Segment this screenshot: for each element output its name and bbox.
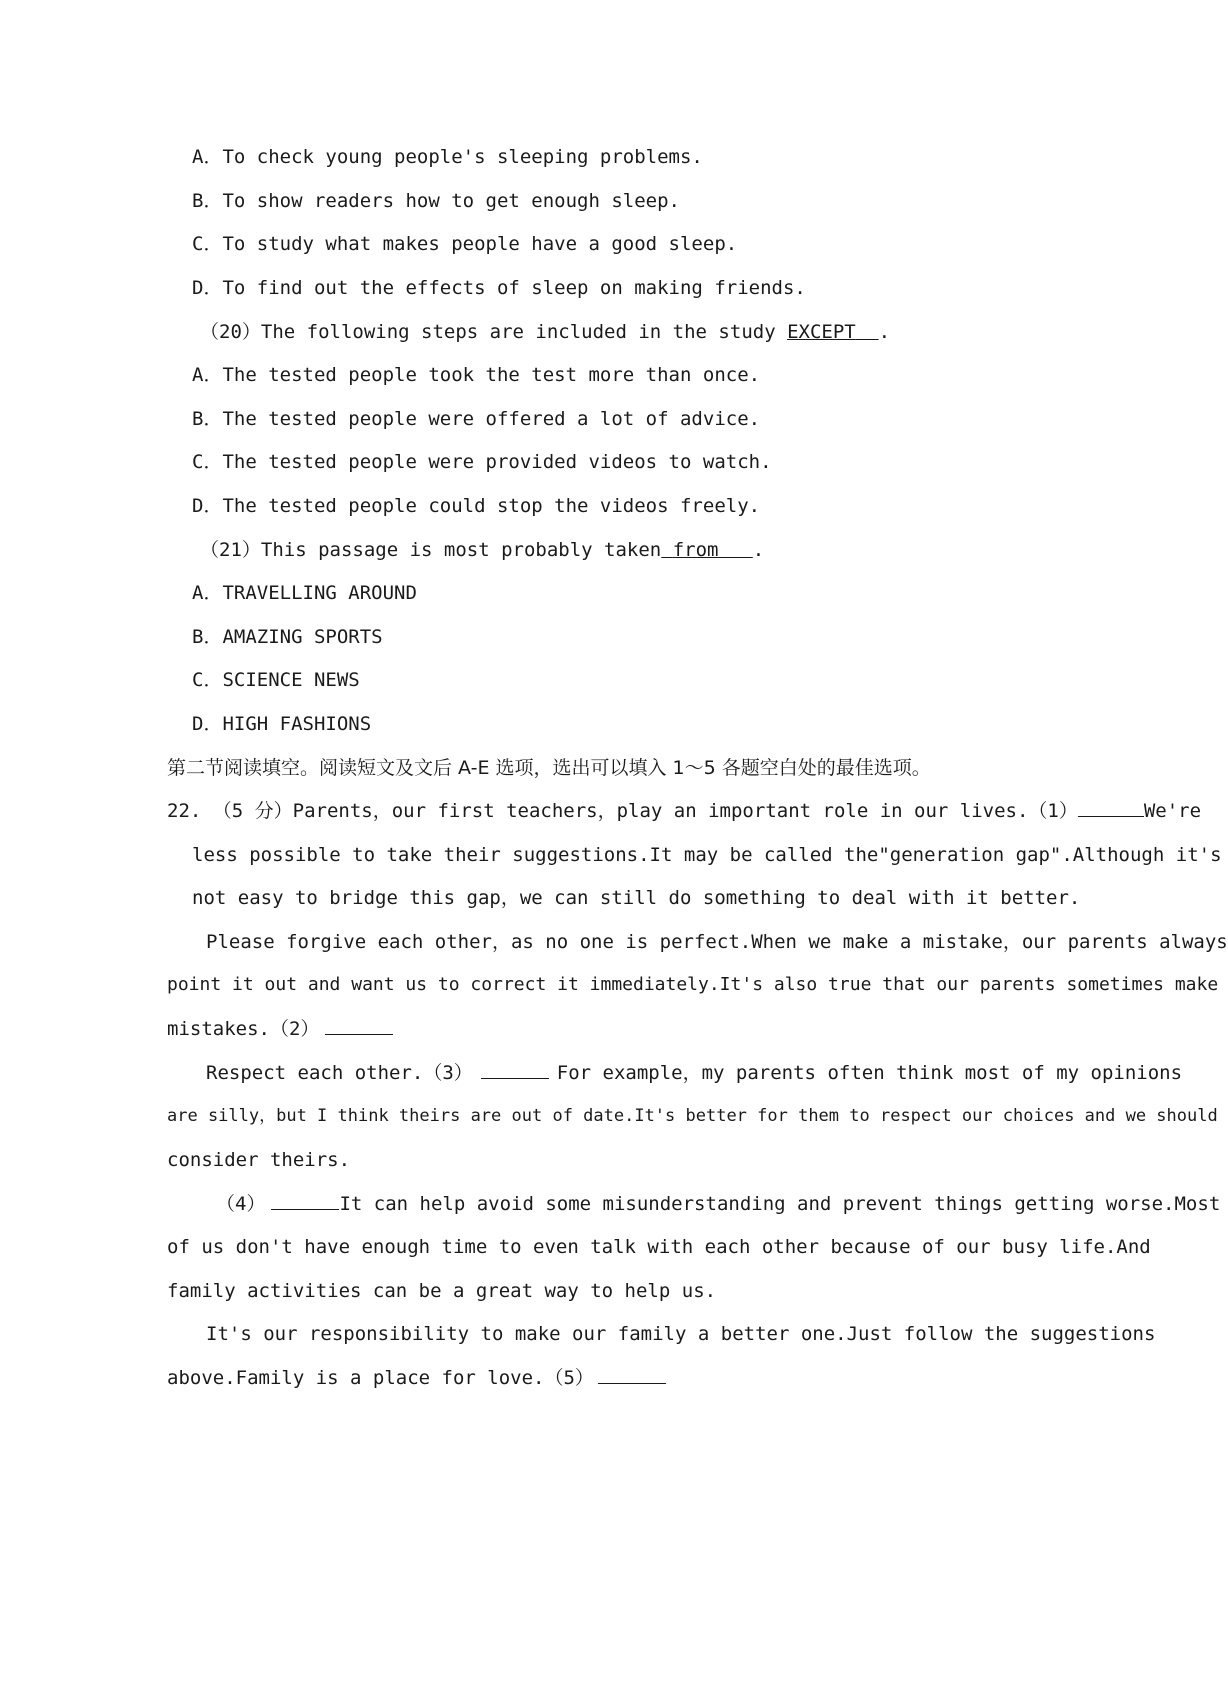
passage-line-10-text: （4） [216,1193,266,1215]
q19-option-a: A．To check young people's sleeping problems. [192,146,703,168]
passage-line-6 [167,1017,393,1041]
passage-line-10 [216,1192,1220,1216]
q21-option-b: B．AMAZING SPORTS [192,626,383,648]
q21-option-d: D．HIGH FASHIONS [192,713,372,735]
passage-line-11: of us don't have enough time to even talk with each other because of our busy life.And [167,1236,1151,1258]
q21-answer-lead [661,539,672,561]
q20-answer: EXCEPT [787,321,856,343]
q20-option-b: B．The tested people were offered a lot of advice. [192,408,761,430]
q21-stem-text: （21）This passage is most probably taken [200,539,662,561]
q20-option-a: A．The tested people took the test more than once. [192,364,761,386]
passage-line-1 [167,799,1201,823]
passage-line-2: less possible to take their suggestions.It may be called the"generation gap".Although it's [192,844,1222,866]
q21-stem [200,538,764,562]
q21-option-a: A．TRAVELLING AROUND [192,582,417,604]
blank-2[interactable] [325,1034,393,1035]
q20-answer-pad [856,321,879,343]
q20-stem [200,320,890,344]
passage-line-1-after: We're [1143,800,1202,822]
passage-line-7 [206,1061,1182,1085]
passage-line-7-text: Respect each other.（3） [206,1062,473,1084]
passage-line-7-after: For example，my parents often think most of my opinions [556,1062,1183,1084]
q19-option-c: C．To study what makes people have a good sleep. [192,233,738,255]
blank-1[interactable] [1078,816,1144,817]
q20-option-c: C．The tested people were provided videos to watch. [192,451,772,473]
passage-line-5: point it out and want us to correct it immediately.It's also true that our parents sometimes make [167,974,1219,995]
q21-option-c: C．SCIENCE NEWS [192,669,360,691]
q20-end: . [878,321,891,343]
q21-answer: from [672,539,719,561]
passage-line-6-text: mistakes.（2） [167,1018,320,1040]
passage-line-9: consider theirs. [167,1149,351,1171]
blank-5[interactable] [598,1383,666,1384]
passage-line-13: It's our responsibility to make our family a better one.Just follow the suggestions [206,1323,1156,1345]
q21-end: . [752,539,765,561]
q20-stem-text: （20）The following steps are included in the study [200,321,788,343]
passage-line-10-after: It can help avoid some misunderstanding and prevent things getting worse.Most [339,1193,1221,1215]
passage-line-3: not easy to bridge this gap，we can still do something to deal with it better. [192,887,1081,909]
q21-answer-pad [718,539,752,561]
passage-line-14 [167,1366,666,1390]
q19-option-b: B．To show readers how to get enough sleep. [192,190,680,212]
q19-option-d: D．To find out the effects of sleep on making friends. [192,277,806,299]
passage-line-14-text: above.Family is a place for love.（5） [167,1367,594,1389]
section-title: 第二节阅读填空。阅读短文及文后 A-E 选项，选出可以填入 1～5 各题空白处的最佳选项。 [167,757,931,779]
blank-3[interactable] [481,1078,549,1079]
passage-line-12: family activities can be a great way to help us. [167,1280,717,1302]
q20-option-d: D．The tested people could stop the videos freely. [192,495,761,517]
passage-line-8: are silly，but I think theirs are out of date.It's better for them to respect our choices and we should [167,1106,1218,1126]
passage-line-4: Please forgive each other，as no one is perfect.When we make a mistake，our parents always [206,931,1228,953]
blank-4[interactable] [271,1209,339,1210]
passage-line-1-text: 22. （5 分）Parents，our first teachers，play an important role in our lives.（1） [167,800,1078,822]
